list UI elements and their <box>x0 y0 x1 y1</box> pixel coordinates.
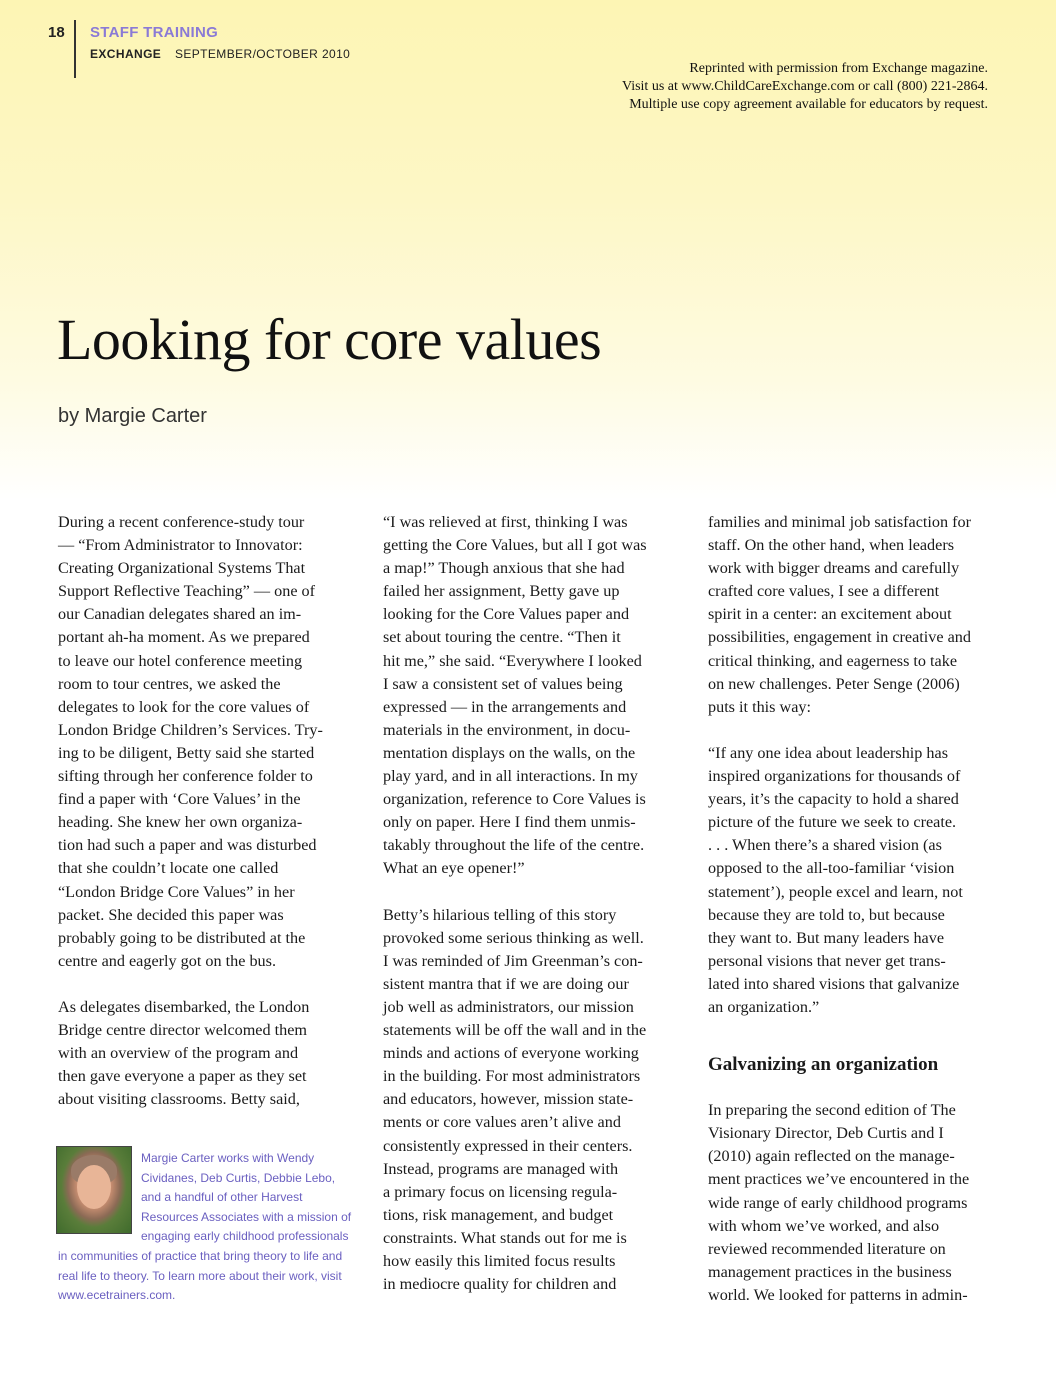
text-line: I saw a consistent set of values being <box>383 674 623 693</box>
text-line: minds and actions of everyone working <box>383 1044 639 1063</box>
text-line: an organization.” <box>708 997 820 1016</box>
author-bio <box>58 1149 350 1306</box>
text-line: In preparing the second edition of The <box>708 1101 956 1120</box>
text-line: sistent mantra that if we are doing our <box>383 974 629 993</box>
text-line: our Canadian delegates shared an im- <box>58 605 302 624</box>
text-line: that she couldn’t locate one called <box>58 859 279 878</box>
text-line: only on paper. Here I find them unmis- <box>383 813 636 832</box>
text-line: consistently expressed in their centers. <box>383 1136 633 1155</box>
reprint-notice <box>560 60 988 114</box>
text-line: probably going to be distributed at the <box>58 928 306 947</box>
bio-line: engaging early childhood professionals <box>141 1229 349 1244</box>
text-line: ing to be diligent, Betty said she started <box>58 743 315 762</box>
text-line: a primary focus on licensing regula- <box>383 1182 618 1201</box>
article-column-2 <box>383 511 679 1296</box>
text-line: ments or core values aren’t alive and <box>383 1113 621 1132</box>
section-subheading: Galvanizing an organization <box>708 1054 939 1076</box>
text-line: ment practices we’ve encountered in the <box>708 1170 970 1189</box>
reprint-line: Multiple use copy agreement available for educators by request. <box>629 97 988 112</box>
text-line: sifting through her conference folder to <box>58 767 313 786</box>
text-line: room to tour centres, we asked the <box>58 674 281 693</box>
section-label: STAFF TRAINING <box>90 24 219 41</box>
text-line: “If any one idea about leadership has <box>708 743 949 762</box>
text-line: job well as administrators, our mission <box>383 997 634 1016</box>
text-line: to leave our hotel conference meeting <box>58 651 303 670</box>
text-line: statements will be off the wall and in the <box>383 1021 647 1040</box>
text-line: in mediocre quality for children and <box>383 1275 617 1294</box>
paragraph <box>58 996 354 1111</box>
text-line: organization, reference to Core Values is <box>383 790 646 809</box>
text-line: Betty’s hilarious telling of this story <box>383 905 617 924</box>
text-line: world. We looked for patterns in admin- <box>708 1285 968 1304</box>
text-line: London Bridge Children’s Services. Try- <box>58 720 323 739</box>
article-column-3 <box>708 511 1004 1307</box>
text-line: lated into shared visions that galvanize <box>708 974 960 993</box>
paragraph <box>58 511 354 973</box>
text-line: they want to. But many leaders have <box>708 928 944 947</box>
bio-line: in communities of practice that bring theory to life and <box>58 1248 343 1263</box>
text-line: then gave everyone a paper as they set <box>58 1067 307 1086</box>
text-line: . . . When there’s a shared vision (as <box>708 836 942 855</box>
paragraph <box>708 511 1004 719</box>
text-line: in the building. For most administrators <box>383 1067 641 1086</box>
text-line: puts it this way: <box>708 697 811 716</box>
article-column-1 <box>58 511 354 1111</box>
text-line: looking for the Core Values paper and <box>383 605 630 624</box>
header-divider <box>74 20 76 78</box>
text-line: find a paper with ‘Core Values’ in the <box>58 790 301 809</box>
text-line: statement’), people excel and learn, not <box>708 882 963 901</box>
paragraph <box>383 511 679 881</box>
text-line: opposed to the all-too-familiar ‘vision <box>708 859 955 878</box>
text-line: critical thinking, and eagerness to take <box>708 651 958 670</box>
text-line: spirit in a center: an excitement about <box>708 605 952 624</box>
text-line: and educators, however, mission state- <box>383 1090 634 1109</box>
bio-line: Margie Carter works with Wendy <box>141 1151 315 1165</box>
text-line: portant ah-ha moment. As we prepared <box>58 628 310 647</box>
text-line: wide range of early childhood programs <box>708 1193 968 1212</box>
text-line: centre and eagerly got on the bus. <box>58 951 277 970</box>
text-line: constraints. What stands out for me is <box>383 1228 627 1247</box>
text-line: During a recent conference-study tour <box>58 513 305 531</box>
text-line: provoked some serious thinking as well. <box>383 928 644 947</box>
text-line: What an eye opener!” <box>383 859 525 878</box>
reprint-line: Visit us at www.ChildCareExchange.com or call (800) 221-2864. <box>621 79 988 94</box>
text-line: getting the Core Values, but all I got was <box>383 536 647 555</box>
text-line: on new challenges. Peter Senge (2006) <box>708 674 960 693</box>
text-line: years, it’s the capacity to hold a shared <box>708 790 959 809</box>
text-line: failed her assignment, Betty gave up <box>383 582 620 601</box>
reprint-line: Reprinted with permission from Exchange magazine. <box>689 61 988 76</box>
text-line: staff. On the other hand, when leaders <box>708 536 955 555</box>
text-line: work with bigger dreams and carefully <box>708 559 960 578</box>
text-line: with whom we’ve worked, and also <box>708 1216 940 1235</box>
text-line: Instead, programs are managed with <box>383 1159 619 1178</box>
text-line: Bridge centre director welcomed them <box>58 1021 308 1040</box>
text-line: materials in the environment, in docu- <box>383 720 631 739</box>
text-line: (2010) again reflected on the manage- <box>708 1147 955 1166</box>
text-line: picture of the future we seek to create. <box>708 813 957 832</box>
text-line: inspired organizations for thousands of <box>708 767 961 786</box>
text-line: — “From Administrator to Innovator: <box>58 536 303 555</box>
text-line: Support Reflective Teaching” — one of <box>58 582 316 601</box>
text-line: because they are told to, but because <box>708 905 945 924</box>
magazine-name: EXCHANGE <box>90 47 162 61</box>
text-line: personal visions that never get trans- <box>708 951 946 970</box>
bio-line: Cividanes, Deb Curtis, Debbie Lebo, <box>141 1170 336 1185</box>
bio-line: and a handful of other Harvest <box>141 1190 303 1205</box>
text-line: a map!” Though anxious that she had <box>383 559 625 578</box>
text-line: I was reminded of Jim Greenman’s con- <box>383 951 643 970</box>
text-line: Creating Organizational Systems That <box>58 559 306 578</box>
text-line: tion had such a paper and was disturbed <box>58 836 317 855</box>
text-line: takably throughout the life of the centre. <box>383 836 645 855</box>
text-line: families and minimal job satisfaction for <box>708 513 971 531</box>
bio-line: real life to theory. To learn more about their work, visit <box>58 1268 342 1283</box>
text-line: possibilities, engagement in creative and <box>708 628 971 647</box>
text-line: expressed — in the arrangements and <box>383 697 627 716</box>
text-line: how easily this limited focus results <box>383 1252 616 1270</box>
text-line: crafted core values, I see a different <box>708 582 940 601</box>
text-line: set about touring the centre. “Then it <box>383 628 621 647</box>
byline: by Margie Carter <box>58 405 207 427</box>
paragraph <box>708 1099 1004 1307</box>
text-line: “I was relieved at first, thinking I was <box>383 513 628 531</box>
article-title: Looking for core values <box>57 307 602 372</box>
bio-line: Resources Associates with a mission of <box>141 1209 352 1224</box>
page-number: 18 <box>48 24 65 41</box>
text-line: reviewed recommended literature on <box>708 1239 946 1258</box>
text-line: packet. She decided this paper was <box>58 905 284 924</box>
bio-link[interactable]: www.ecetrainers.com. <box>58 1288 176 1303</box>
text-line: heading. She knew her own organiza- <box>58 813 303 832</box>
text-line: delegates to look for the core values of <box>58 697 310 716</box>
text-line: hit me,” she said. “Everywhere I looked <box>383 651 642 670</box>
text-line: about visiting classrooms. Betty said, <box>58 1090 300 1109</box>
text-line: “London Bridge Core Values” in her <box>58 882 295 901</box>
text-line: As delegates disembarked, the London <box>58 997 310 1016</box>
text-line: with an overview of the program and <box>58 1044 299 1063</box>
text-line: tions, risk management, and budget <box>383 1205 614 1224</box>
text-line: mentation displays on the walls, on the <box>383 743 636 762</box>
issue-line <box>90 47 350 61</box>
issue-date: SEPTEMBER/OCTOBER 2010 <box>174 47 351 61</box>
text-line: Visionary Director, Deb Curtis and I <box>708 1124 944 1143</box>
paragraph <box>383 904 679 1297</box>
text-line: play yard, and in all interactions. In my <box>383 767 638 786</box>
paragraph <box>708 742 1004 1019</box>
text-line: management practices in the business <box>708 1262 952 1281</box>
